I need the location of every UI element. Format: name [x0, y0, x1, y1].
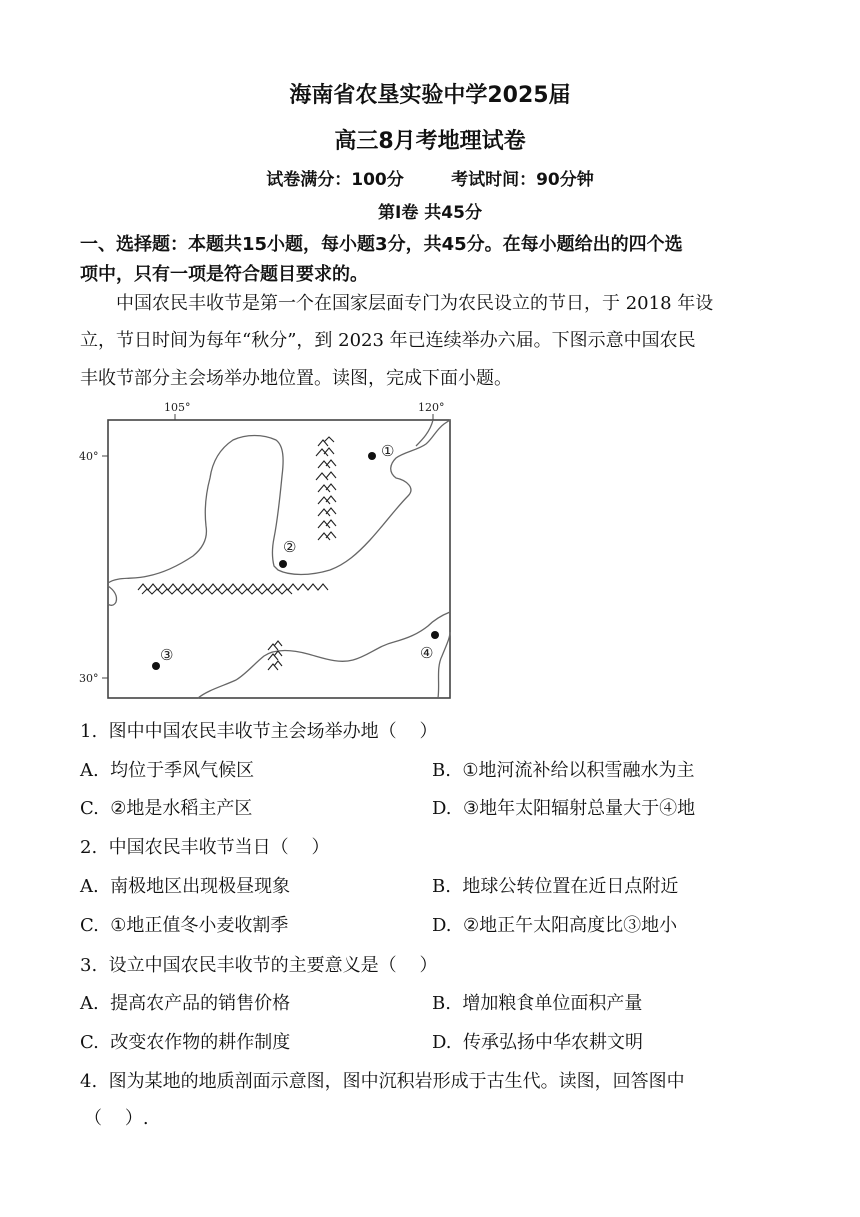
festival-venue-map [78, 398, 458, 703]
lon-label-105: 105° [164, 401, 191, 414]
site-1-dot [368, 452, 376, 460]
question-2-stem: 2. 中国农民丰收节当日（ ） [80, 837, 330, 858]
passage-line1: 中国农民丰收节是第一个在国家层面专门为农民设立的节日，于 2018 年设 [116, 293, 714, 314]
site-3-dot [152, 662, 160, 670]
site-4-label: ④ [420, 644, 434, 662]
q3-option-b: B. 增加粮食单位面积产量 [432, 993, 643, 1014]
lon-label-120: 120° [418, 401, 445, 414]
q3-option-d: D. 传承弘扬中华农耕文明 [432, 1032, 643, 1053]
site-2-label: ② [283, 538, 297, 556]
q1-option-b: B. ①地河流补给以积雪融水为主 [432, 760, 695, 781]
exam-title-line1: 海南省农垦实验中学2025届 [289, 83, 571, 108]
question-4-line2: （ ）. [84, 1108, 149, 1129]
site-2-dot [279, 560, 287, 568]
lat-label-30: 30° [79, 672, 99, 685]
q2-option-c: C. ①地正值冬小麦收割季 [80, 915, 289, 936]
score-time-line: 试卷满分：100分 考试时间：90分钟 [266, 170, 594, 190]
part-heading: 第Ⅰ卷 共45分 [378, 203, 482, 223]
q2-option-b: B. 地球公转位置在近日点附近 [432, 876, 679, 897]
q1-option-c: C. ②地是水稻主产区 [80, 798, 253, 819]
section-heading-line1: 一、选择题：本题共15小题，每小题3分，共45分。在每小题给出的四个选 [80, 234, 683, 255]
q1-option-d: D. ③地年太阳辐射总量大于④地 [432, 798, 696, 819]
q3-option-a: A. 提高农产品的销售价格 [80, 993, 291, 1014]
site-1-label: ① [381, 442, 395, 460]
q1-option-a: A. 均位于季风气候区 [80, 760, 255, 781]
site-4-dot [431, 631, 439, 639]
question-1-stem: 1. 图中中国农民丰收节主会场举办地（ ） [80, 721, 438, 742]
q2-option-a: A. 南极地区出现极昼现象 [80, 876, 291, 897]
question-3-stem: 3. 设立中国农民丰收节的主要意义是（ ） [80, 955, 438, 976]
exam-title-line2: 高三8月考地理试卷 [334, 129, 526, 154]
lat-label-40: 40° [79, 450, 99, 463]
question-4-line1: 4. 图为某地的地质剖面示意图，图中沉积岩形成于古生代。读图，回答图中 [80, 1071, 685, 1092]
q2-option-d: D. ②地正午太阳高度比③地小 [432, 915, 678, 936]
passage-line2: 立，节日时间为每年“秋分”，到 2023 年已连续举办六届。下图示意中国农民 [80, 330, 696, 351]
q3-option-c: C. 改变农作物的耕作制度 [80, 1032, 291, 1053]
section-heading-line2: 项中，只有一项是符合题目要求的。 [80, 264, 368, 285]
site-3-label: ③ [160, 646, 174, 664]
passage-line3: 丰收节部分主会场举办地位置。读图，完成下面小题。 [80, 368, 512, 389]
